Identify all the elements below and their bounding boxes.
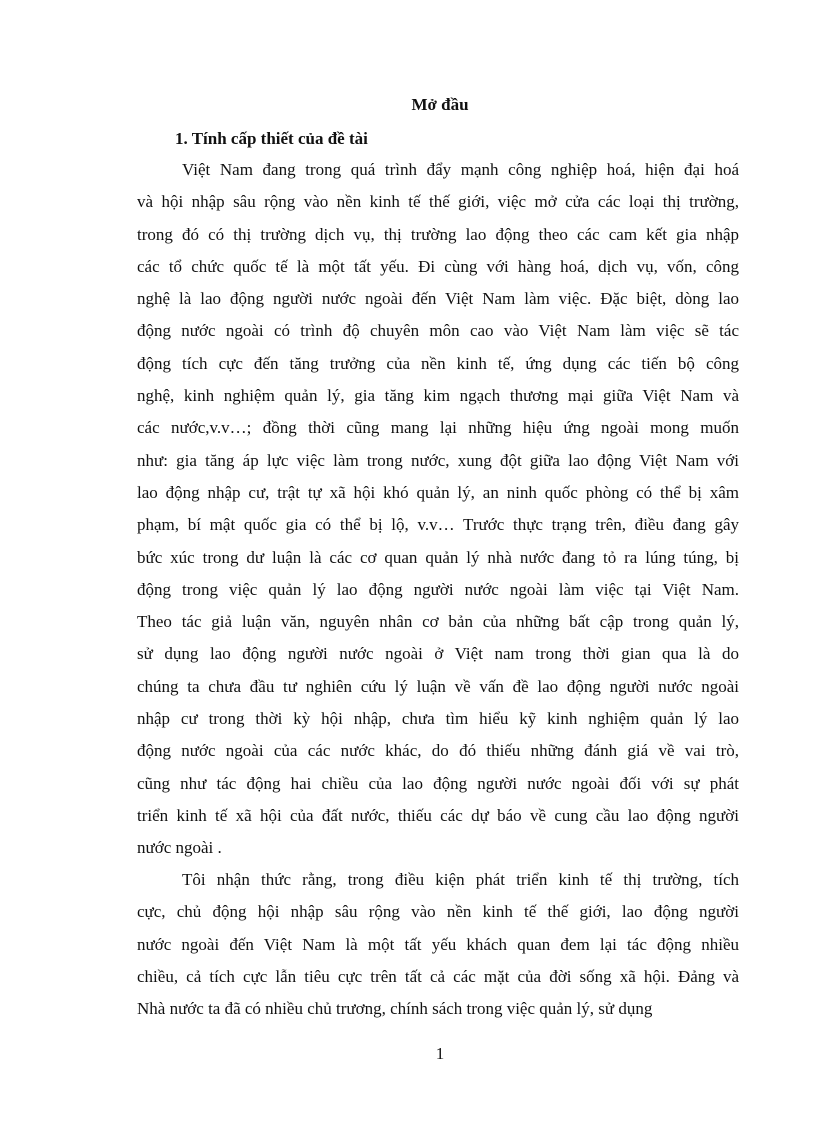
text-line: động trong việc quản lý lao động người nước ngoài làm việc tại Việt Nam. xyxy=(137,579,739,599)
text-line: sử dụng lao động người nước ngoài ở Việt nam trong thời gian qua là do xyxy=(137,644,739,664)
text-line: Tôi nhận thức rằng, trong điều kiện phát triển kinh tế thị trường, tích xyxy=(182,870,739,889)
section-heading: 1. Tính cấp thiết của đề tài xyxy=(175,129,368,148)
text-line: Việt Nam đang trong quá trình đẩy mạnh công nghiệp hoá, hiện đại hoá xyxy=(182,160,739,179)
text-line: Nhà nước ta đã có nhiều chủ trương, chính sách trong việc quản lý, sử dụng xyxy=(137,999,653,1019)
text-line: bức xúc trong dư luận là các cơ quan quản lý nhà nước đang tỏ ra lúng túng, bị xyxy=(137,547,739,567)
text-line: như: gia tăng áp lực việc làm trong nước, xung đột giữa lao động Việt Nam với xyxy=(137,450,739,470)
text-line: lao động nhập cư, trật tự xã hội khó quản lý, an ninh quốc phòng có thể bị xâm xyxy=(137,482,739,502)
text-line: chiều, cả tích cực lẫn tiêu cực trên tất cả các mặt của đời sống xã hội. Đảng và xyxy=(137,966,739,986)
text-line: phạm, bí mật quốc gia có thể bị lộ, v.v… Trước thực trạng trên, điều đang gây xyxy=(137,515,739,535)
paragraph-awareness xyxy=(137,864,739,1025)
text-line: triển kinh tế xã hội của đất nước, thiếu các dự báo về cung cầu lao động người xyxy=(137,805,739,825)
text-line: nước ngoài . xyxy=(137,838,222,858)
text-line: cực, chủ động hội nhập sâu rộng vào nền kinh tế thế giới, lao động người xyxy=(137,902,739,922)
page-number: 1 xyxy=(435,1044,445,1063)
text-line: các tổ chức quốc tế là một tất yếu. Đi cùng với hàng hoá, dịch vụ, vốn, công xyxy=(137,256,739,276)
text-line: nghệ là lao động người nước ngoài đến Việt Nam làm việc. Đặc biệt, dòng lao xyxy=(137,289,739,309)
text-line: cũng như tác động hai chiều của lao động người nước ngoài đối với sự phát xyxy=(137,773,739,793)
text-line: trong đó có thị trường dịch vụ, thị trường lao động theo các cam kết gia nhập xyxy=(137,224,739,244)
document-title: Mở đầu xyxy=(411,95,469,114)
text-line: động nước ngoài có trình độ chuyên môn cao vào Việt Nam làm việc sẽ tác xyxy=(137,321,739,341)
paragraph-urgency xyxy=(137,154,739,865)
text-line: và hội nhập sâu rộng vào nền kinh tế thế giới, việc mở cửa các loại thị trường, xyxy=(137,192,739,212)
text-line: động nước ngoài của các nước khác, do đó thiếu những đánh giá về vai trò, xyxy=(137,741,739,761)
text-line: các nước,v.v…; đồng thời cũng mang lại những hiệu ứng ngoài mong muốn xyxy=(137,418,739,438)
text-line: chúng ta chưa đầu tư nghiên cứu lý luận về vấn đề lao động người nước ngoài xyxy=(137,676,739,696)
text-line: nước ngoài đến Việt Nam là một tất yếu khách quan đem lại tác động nhiều xyxy=(137,934,739,954)
text-line: động tích cực đến tăng trưởng của nền kinh tế, ứng dụng các tiến bộ công xyxy=(137,353,739,373)
text-line: nhập cư trong thời kỳ hội nhập, chưa tìm hiểu kỹ kinh nghiệm quản lý lao xyxy=(137,709,739,729)
text-line: nghệ, kinh nghiệm quản lý, gia tăng kim ngạch thương mại giữa Việt Nam và xyxy=(137,386,739,406)
text-line: Theo tác giả luận văn, nguyên nhân cơ bản của những bất cập trong quản lý, xyxy=(137,612,739,632)
